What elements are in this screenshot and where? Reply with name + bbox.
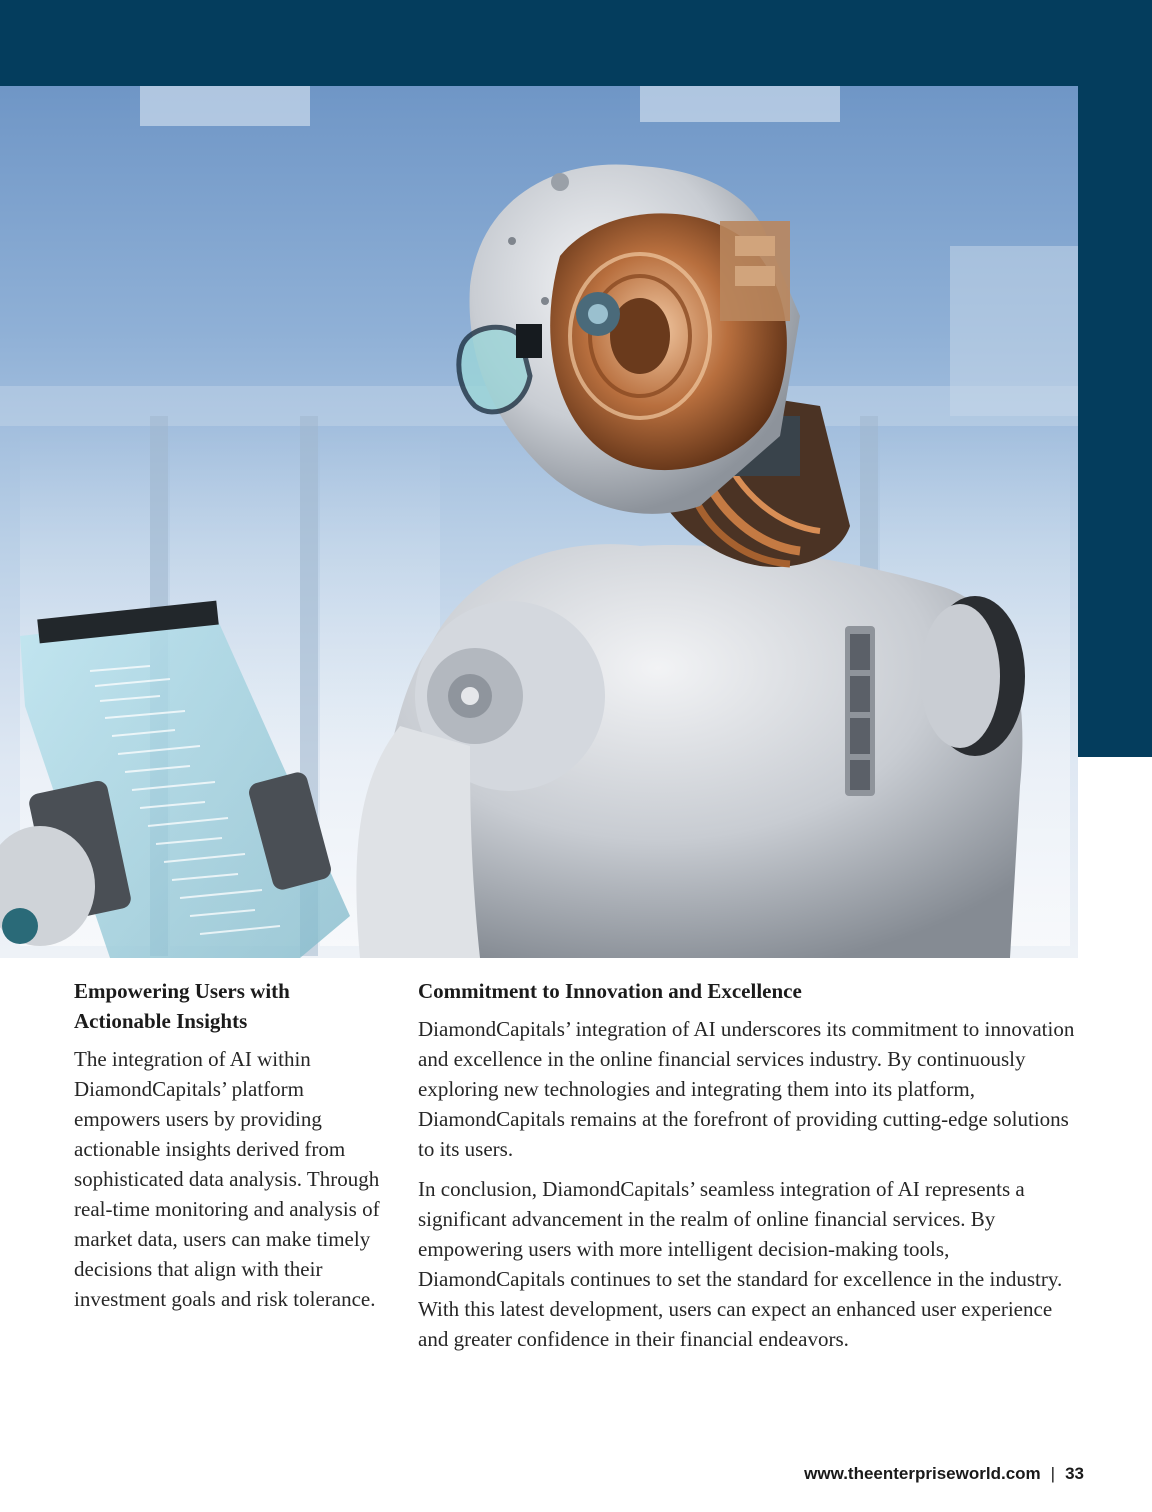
footer-url[interactable]: www.theenterpriseworld.com — [804, 1464, 1041, 1483]
left-column — [74, 976, 390, 1324]
paragraph: The integration of AI within DiamondCapitals’ platform empowers users by providing actionable insights derived from sophisticated data analysis. Through real-time monitoring and analysis of market data, users can make timely decisions that align with their investment goals and risk tolerance. — [74, 1047, 380, 1311]
page-footer — [804, 1462, 1084, 1486]
section-heading-innovation: Commitment to Innovation and Excellence — [418, 979, 802, 1003]
robot-illustration — [0, 86, 1078, 958]
footer-separator: | — [1050, 1464, 1056, 1483]
paragraph: DiamondCapitals’ integration of AI underscores its commitment to innovation and excellence in the online financial services industry. By continuously exploring new technologies and integrating them into its platform, DiamondCapitals remains at the forefront of providing cutting-edge solutions to its users. — [418, 1017, 1075, 1161]
paragraph: In conclusion, DiamondCapitals’ seamless integration of AI represents a significant advancement in the realm of online financial services. By empowering users with more intelligent decision-making tools, DiamondCapitals continues to set the standard for excellence in the industry. With this latest development, users can expect an enhanced user experience and greater confidence in their financial endeavors. — [418, 1177, 1063, 1351]
right-column — [418, 976, 1080, 1364]
page-number: 33 — [1065, 1464, 1084, 1483]
section-heading-insights: Empowering Users with Actionable Insights — [74, 979, 290, 1033]
robot-photo — [0, 86, 1078, 958]
